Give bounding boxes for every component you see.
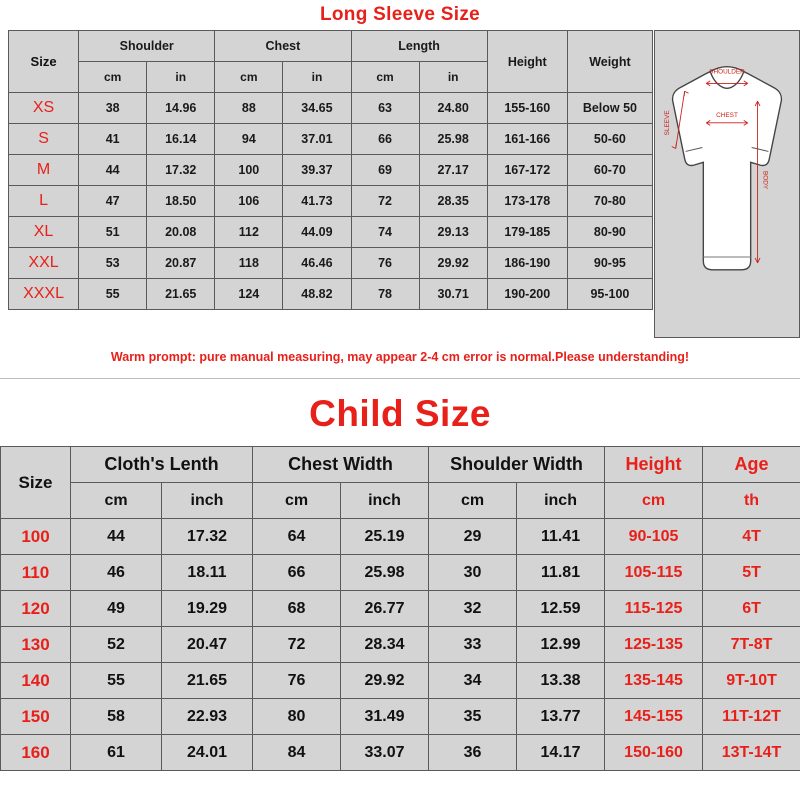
child-cell: 17.32: [162, 519, 253, 555]
adult-cell: 88: [215, 93, 283, 124]
adult-cell: 95-100: [567, 279, 652, 310]
adult-cell: 39.37: [283, 155, 351, 186]
table-row: [9, 279, 653, 310]
adult-cell: 50-60: [567, 124, 652, 155]
child-unit-cell: th: [703, 483, 800, 519]
label-chest: CHEST: [716, 111, 738, 119]
adult-unit-cell: in: [147, 62, 215, 93]
adult-group-shoulder: Shoulder: [79, 31, 215, 62]
child-size-label: 120: [1, 591, 71, 627]
child-cell: 35: [429, 699, 517, 735]
adult-cell: 18.50: [147, 186, 215, 217]
child-cell: 72: [253, 627, 341, 663]
child-cell: 32: [429, 591, 517, 627]
adult-cell: Below 50: [567, 93, 652, 124]
child-cell: 29: [429, 519, 517, 555]
child-cell: 145-155: [605, 699, 703, 735]
child-cell: 11.41: [517, 519, 605, 555]
adult-cell: 100: [215, 155, 283, 186]
child-cell: 61: [71, 735, 162, 771]
child-cell: 90-105: [605, 519, 703, 555]
adult-cell: 70-80: [567, 186, 652, 217]
child-cell: 13.77: [517, 699, 605, 735]
adult-cell: 106: [215, 186, 283, 217]
child-cell: 55: [71, 663, 162, 699]
child-cell: 11T-12T: [703, 699, 800, 735]
adult-cell: 190-200: [487, 279, 567, 310]
child-size-label: 110: [1, 555, 71, 591]
child-unit-cell: inch: [517, 483, 605, 519]
child-cell: 135-145: [605, 663, 703, 699]
adult-cell: 48.82: [283, 279, 351, 310]
child-group-age: Age: [703, 447, 800, 483]
adult-cell: 78: [351, 279, 419, 310]
adult-cell: 30.71: [419, 279, 487, 310]
adult-cell: 20.87: [147, 248, 215, 279]
adult-cell: 41: [79, 124, 147, 155]
child-cell: 76: [253, 663, 341, 699]
child-group-height: Height: [605, 447, 703, 483]
child-cell: 68: [253, 591, 341, 627]
child-unit-cell: cm: [71, 483, 162, 519]
child-cell: 33: [429, 627, 517, 663]
adult-group-chest: Chest: [215, 31, 351, 62]
table-row: [1, 663, 800, 699]
child-cell: 29.92: [341, 663, 429, 699]
child-group-chest-width: Chest Width: [253, 447, 429, 483]
adult-cell: 37.01: [283, 124, 351, 155]
label-shoulder: SHOULDER: [709, 68, 745, 76]
child-cell: 49: [71, 591, 162, 627]
adult-unit-cell: in: [419, 62, 487, 93]
table-row: [9, 155, 653, 186]
child-cell: 115-125: [605, 591, 703, 627]
adult-cell: 27.17: [419, 155, 487, 186]
adult-cell: 161-166: [487, 124, 567, 155]
table-row: [1, 591, 800, 627]
adult-size-label: XXXL: [9, 279, 79, 310]
child-cell: 22.93: [162, 699, 253, 735]
adult-cell: 167-172: [487, 155, 567, 186]
child-cell: 11.81: [517, 555, 605, 591]
adult-group-height: Height: [487, 31, 567, 93]
child-cell: 44: [71, 519, 162, 555]
adult-cell: 24.80: [419, 93, 487, 124]
shirt-diagram: [654, 30, 800, 338]
adult-cell: 94: [215, 124, 283, 155]
child-size-label: 150: [1, 699, 71, 735]
child-cell: 25.98: [341, 555, 429, 591]
child-cell: 34: [429, 663, 517, 699]
table-row: [1, 519, 800, 555]
child-cell: 26.77: [341, 591, 429, 627]
child-size-label: 140: [1, 663, 71, 699]
table-row: [9, 124, 653, 155]
adult-cell: 29.92: [419, 248, 487, 279]
child-cell: 14.17: [517, 735, 605, 771]
child-cell: 24.01: [162, 735, 253, 771]
adult-table-area: [0, 30, 800, 338]
adult-cell: 173-178: [487, 186, 567, 217]
adult-cell: 53: [79, 248, 147, 279]
adult-cell: 63: [351, 93, 419, 124]
adult-size-label: XS: [9, 93, 79, 124]
child-cell: 84: [253, 735, 341, 771]
adult-cell: 20.08: [147, 217, 215, 248]
adult-cell: 17.32: [147, 155, 215, 186]
adult-cell: 66: [351, 124, 419, 155]
child-cell: 13T-14T: [703, 735, 800, 771]
adult-cell: 47: [79, 186, 147, 217]
child-cell: 19.29: [162, 591, 253, 627]
adult-header-row: [9, 31, 653, 62]
adult-unit-cell: cm: [351, 62, 419, 93]
table-row: [1, 555, 800, 591]
adult-cell: 80-90: [567, 217, 652, 248]
child-cell: 31.49: [341, 699, 429, 735]
child-cell: 66: [253, 555, 341, 591]
table-row: [1, 735, 800, 771]
table-row: [1, 627, 800, 663]
adult-size-label: S: [9, 124, 79, 155]
adult-section-title: Long Sleeve Size: [319, 4, 481, 25]
child-cell: 30: [429, 555, 517, 591]
table-row: [1, 699, 800, 735]
child-size-label: 160: [1, 735, 71, 771]
adult-cell: 124: [215, 279, 283, 310]
adult-cell: 29.13: [419, 217, 487, 248]
adult-size-label: XXL: [9, 248, 79, 279]
adult-cell: 38: [79, 93, 147, 124]
long-sleeve-shirt-icon: [655, 31, 799, 337]
adult-cell: 118: [215, 248, 283, 279]
child-header-row: [1, 447, 800, 483]
adult-cell: 16.14: [147, 124, 215, 155]
adult-size-label: L: [9, 186, 79, 217]
adult-unit-cell: cm: [79, 62, 147, 93]
child-unit-cell: inch: [162, 483, 253, 519]
child-cell: 18.11: [162, 555, 253, 591]
table-row: [9, 186, 653, 217]
adult-size-table: [8, 30, 653, 310]
child-group-shoulder-width: Shoulder Width: [429, 447, 605, 483]
child-cell: 58: [71, 699, 162, 735]
child-unit-row: [1, 483, 800, 519]
adult-size-header: Size: [9, 31, 79, 93]
child-cell: 12.99: [517, 627, 605, 663]
child-size-table: [0, 446, 800, 771]
adult-cell: 28.35: [419, 186, 487, 217]
child-cell: 25.19: [341, 519, 429, 555]
child-unit-cell: inch: [341, 483, 429, 519]
adult-cell: 55: [79, 279, 147, 310]
table-row: [9, 248, 653, 279]
child-group-cloth-lenth: Cloth's Lenth: [71, 447, 253, 483]
child-cell: 105-115: [605, 555, 703, 591]
adult-unit-cell: cm: [215, 62, 283, 93]
label-sleeve: SLEEVE: [663, 110, 671, 136]
adult-cell: 112: [215, 217, 283, 248]
adult-size-section: [0, 0, 800, 378]
child-cell: 20.47: [162, 627, 253, 663]
child-cell: 6T: [703, 591, 800, 627]
child-size-section: [0, 382, 800, 771]
child-size-header: Size: [1, 447, 71, 519]
child-cell: 28.34: [341, 627, 429, 663]
child-cell: 36: [429, 735, 517, 771]
adult-cell: 72: [351, 186, 419, 217]
adult-cell: 14.96: [147, 93, 215, 124]
adult-cell: 21.65: [147, 279, 215, 310]
adult-unit-cell: in: [283, 62, 351, 93]
adult-cell: 90-95: [567, 248, 652, 279]
table-row: [9, 93, 653, 124]
child-cell: 46: [71, 555, 162, 591]
child-cell: 64: [253, 519, 341, 555]
child-cell: 52: [71, 627, 162, 663]
child-cell: 9T-10T: [703, 663, 800, 699]
adult-cell: 60-70: [567, 155, 652, 186]
child-cell: 80: [253, 699, 341, 735]
adult-group-weight: Weight: [567, 31, 652, 93]
adult-cell: 179-185: [487, 217, 567, 248]
adult-cell: 186-190: [487, 248, 567, 279]
child-cell: 12.59: [517, 591, 605, 627]
adult-cell: 51: [79, 217, 147, 248]
child-cell: 13.38: [517, 663, 605, 699]
child-cell: 125-135: [605, 627, 703, 663]
table-row: [9, 217, 653, 248]
adult-cell: 44: [79, 155, 147, 186]
adult-cell: 25.98: [419, 124, 487, 155]
adult-cell: 44.09: [283, 217, 351, 248]
adult-cell: 41.73: [283, 186, 351, 217]
child-unit-cell: cm: [605, 483, 703, 519]
adult-size-label: XL: [9, 217, 79, 248]
adult-cell: 34.65: [283, 93, 351, 124]
warm-prompt-text: Warm prompt: pure manual measuring, may appear 2-4 cm error is normal.Please understanding!: [110, 350, 690, 364]
child-cell: 150-160: [605, 735, 703, 771]
child-size-label: 130: [1, 627, 71, 663]
adult-cell: 76: [351, 248, 419, 279]
adult-cell: 46.46: [283, 248, 351, 279]
child-cell: 4T: [703, 519, 800, 555]
adult-size-label: M: [9, 155, 79, 186]
child-section-title: Child Size: [309, 393, 491, 434]
child-cell: 5T: [703, 555, 800, 591]
adult-cell: 155-160: [487, 93, 567, 124]
adult-cell: 69: [351, 155, 419, 186]
label-body: BODY: [761, 170, 769, 190]
child-cell: 33.07: [341, 735, 429, 771]
adult-group-length: Length: [351, 31, 487, 62]
child-size-label: 100: [1, 519, 71, 555]
child-unit-cell: cm: [253, 483, 341, 519]
adult-cell: 74: [351, 217, 419, 248]
child-cell: 7T-8T: [703, 627, 800, 663]
child-cell: 21.65: [162, 663, 253, 699]
child-unit-cell: cm: [429, 483, 517, 519]
